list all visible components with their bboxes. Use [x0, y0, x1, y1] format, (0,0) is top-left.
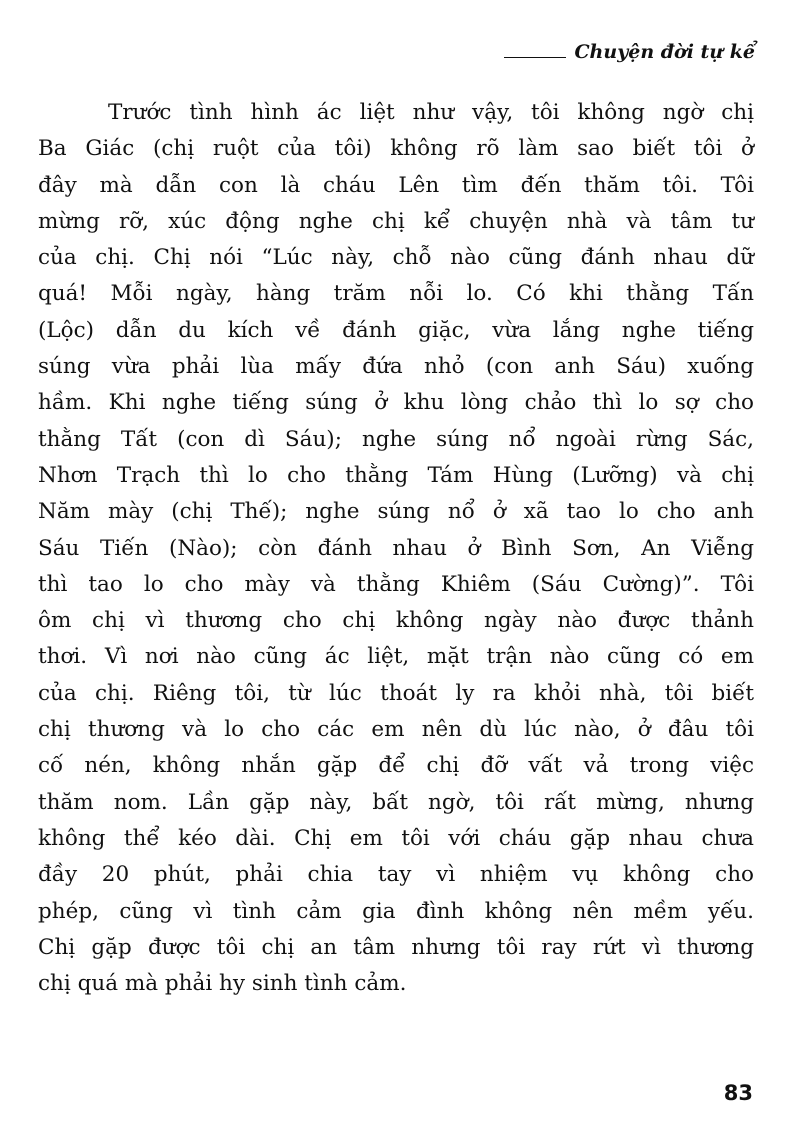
body-paragraph [38, 95, 754, 1002]
text-line: thơi. Vì nơi nào cũng ác liệt, mặt trận nào cũng có em [38, 644, 754, 670]
text-line: ôm chị vì thương cho chị không ngày nào được thảnh [38, 608, 754, 634]
header-rule [504, 57, 566, 58]
text-line: hầm. Khi nghe tiếng súng ở khu lòng chảo thì lo sợ cho [38, 390, 754, 416]
text-line: phép, cũng vì tình cảm gia đình không nên mềm yếu. [38, 898, 754, 924]
text-line: Sáu Tiến (Nào); còn đánh nhau ở Bình Sơn, An Viễng [38, 535, 754, 561]
running-title: Chuyện đời tự kể [574, 41, 755, 63]
text-line: thì tao lo cho mày và thằng Khiêm (Sáu Cường)”. Tôi [38, 571, 754, 597]
text-line: của chị. Chị nói “Lúc này, chỗ nào cũng đánh nhau dữ [38, 245, 754, 271]
running-header [504, 40, 755, 64]
page-number: 83 [723, 1081, 753, 1105]
text-line: đây mà dẫn con là cháu Lên tìm đến thăm tôi. Tôi [38, 172, 754, 198]
text-line: thằng Tất (con dì Sáu); nghe súng nổ ngoài rừng Sác, [38, 426, 754, 452]
text-line: Nhơn Trạch thì lo cho thằng Tám Hùng (Lưỡng) và chị [38, 462, 754, 488]
text-line: đầy 20 phút, phải chia tay vì nhiệm vụ không cho [38, 862, 754, 888]
text-line: chị thương và lo cho các em nên dù lúc nào, ở đâu tôi [38, 717, 754, 743]
text-line: cố nén, không nhắn gặp để chị đỡ vất vả trong việc [38, 753, 754, 779]
text-line: của chị. Riêng tôi, từ lúc thoát ly ra khỏi nhà, tôi biết [38, 680, 754, 706]
text-line: chị quá mà phải hy sinh tình cảm. [38, 971, 407, 997]
text-line: thăm nom. Lần gặp này, bất ngờ, tôi rất mừng, nhưng [38, 789, 754, 815]
text-line: súng vừa phải lùa mấy đứa nhỏ (con anh Sáu) xuống [38, 354, 754, 380]
text-line: không thể kéo dài. Chị em tôi với cháu gặp nhau chưa [38, 825, 754, 851]
text-line: Năm mày (chị Thế); nghe súng nổ ở xã tao lo cho anh [38, 499, 754, 525]
text-line: mừng rỡ, xúc động nghe chị kể chuyện nhà và tâm tư [38, 208, 754, 234]
text-line: quá! Mỗi ngày, hàng trăm nỗi lo. Có khi thằng Tấn [38, 281, 754, 307]
text-line: Chị gặp được tôi chị an tâm nhưng tôi ray rứt vì thương [38, 934, 754, 960]
text-line: Trước tình hình ác liệt như vậy, tôi không ngờ chị [108, 100, 754, 125]
text-line: Ba Giác (chị ruột của tôi) không rõ làm sao biết tôi ở [38, 136, 754, 162]
text-line: (Lộc) dẫn du kích về đánh giặc, vừa lắng nghe tiếng [38, 317, 754, 343]
